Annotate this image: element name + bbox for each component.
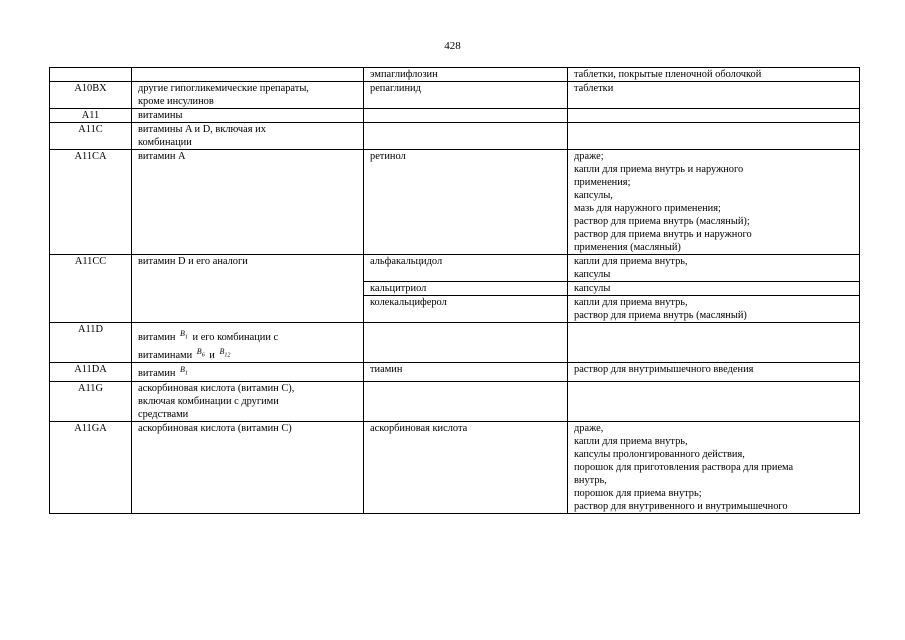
dosage-forms: капсулы: [568, 282, 860, 296]
table-row: [50, 123, 860, 150]
atc-code: A11GA: [50, 421, 132, 513]
vitamin-b12-symbol: B12: [219, 346, 231, 359]
drug-name: [364, 109, 568, 123]
group-name: витамин $^{B_1}$ и его комбинации с витаминами $^{B_6}$ и $^{B_{12}}$: [132, 323, 364, 363]
group-name: витамин $^{B_1}$: [132, 363, 364, 382]
table-row: [50, 150, 860, 255]
atc-code: A11G: [50, 381, 132, 421]
dosage-forms: таблетки: [568, 82, 860, 109]
vitamin-b1-symbol: B1: [180, 329, 188, 341]
table-row: [50, 363, 860, 382]
drug-name: кальцитриол: [364, 282, 568, 296]
dosage-forms: [568, 109, 860, 123]
drug-name: [364, 323, 568, 363]
table-row: [50, 323, 860, 363]
group-name: витамины A и D, включая их комбинации: [132, 123, 364, 150]
drug-name: [364, 123, 568, 150]
dosage-forms: [568, 123, 860, 150]
table-row: [50, 68, 860, 82]
dosage-forms: таблетки, покрытые пленочной оболочкой: [568, 68, 860, 82]
dosage-forms: драже; капли для приема внутрь и наружного применения; капсулы, мазь для наружного применения; раствор для приема внутрь (масляный); раствор для приема внутрь и наружного применения (масляный): [568, 150, 860, 255]
vitamin-b6-symbol: B6: [196, 346, 205, 359]
table-row: [50, 421, 860, 513]
drug-table: [49, 67, 860, 514]
drug-name: репаглинид: [364, 82, 568, 109]
drug-name: ретинол: [364, 150, 568, 255]
dosage-forms: [568, 381, 860, 421]
group-name: [132, 68, 364, 82]
atc-code: A11D: [50, 323, 132, 363]
page-number: 428: [444, 40, 461, 52]
atc-code: A11CC: [50, 255, 132, 323]
atc-code: A10BX: [50, 82, 132, 109]
dosage-forms: капли для приема внутрь, капсулы: [568, 255, 860, 282]
dosage-forms: раствор для внутримышечного введения: [568, 363, 860, 382]
dosage-forms: драже, капли для приема внутрь, капсулы пролонгированного действия, порошок для приготовления раствора для приема внутрь, порошок для приема внутрь; раствор для внутривенного и внутримышечного: [568, 421, 860, 513]
group-name: аскорбиновая кислота (витамин C), включая комбинации с другими средствами: [132, 381, 364, 421]
dosage-forms: [568, 323, 860, 363]
atc-code: A11CA: [50, 150, 132, 255]
atc-code: A11: [50, 109, 132, 123]
group-name: другие гипогликемические препараты, кроме инсулинов: [132, 82, 364, 109]
atc-code: A11C: [50, 123, 132, 150]
table-row: [50, 381, 860, 421]
drug-name: колекальциферол: [364, 296, 568, 323]
atc-code: A11DA: [50, 363, 132, 382]
drug-name: аскорбиновая кислота: [364, 421, 568, 513]
table-row: [50, 82, 860, 109]
drug-name: эмпаглифлозин: [364, 68, 568, 82]
group-name: витамин D и его аналоги: [132, 255, 364, 323]
group-name: аскорбиновая кислота (витамин C): [132, 421, 364, 513]
dosage-forms: капли для приема внутрь, раствор для приема внутрь (масляный): [568, 296, 860, 323]
group-name: витамины: [132, 109, 364, 123]
vitamin-b1-symbol: B1: [180, 365, 188, 377]
drug-name: альфакальцидол: [364, 255, 568, 282]
atc-code: [50, 68, 132, 82]
drug-name: [364, 381, 568, 421]
table-row: [50, 255, 860, 282]
drug-name: тиамин: [364, 363, 568, 382]
group-name: витамин A: [132, 150, 364, 255]
table-row: [50, 109, 860, 123]
